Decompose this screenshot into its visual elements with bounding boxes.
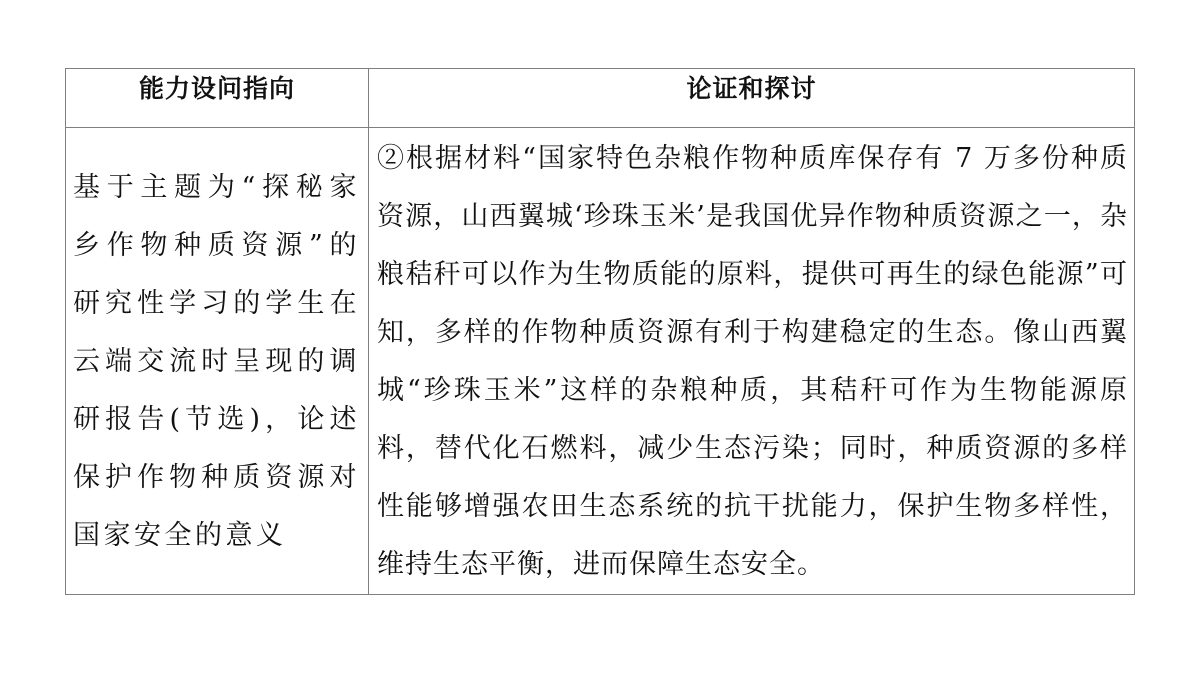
header-argument-discussion: 论证和探讨	[369, 69, 1135, 128]
answer-text: ②根据材料“国家特色杂粮作物种质库保存有 7 万多份种质资源，山西翼城‘珍珠玉米’是我国优异作物种质资源之一，杂粮秸秆可以作为生物质能的原料，提供可再生的绿色能源”可知，多样的作物种质资源有利于构建稳定的生态。像山西翼城“珍珠玉米”这样的杂粮种质，其秸秆可作为生物能源原料，替代化石燃料，减少生态污染；同时，种质资源的多样性能够增强农田生态系统的抗干扰能力，保护生物多样性，维持生态平衡，进而保障生态安全。	[377, 143, 1128, 580]
content-table	[65, 68, 1135, 595]
table-row	[66, 128, 1135, 595]
prompt-cell	[66, 128, 369, 595]
header-ability-prompt: 能力设问指向	[66, 69, 369, 128]
answer-cell	[369, 128, 1135, 595]
table-header-row	[66, 69, 1135, 128]
prompt-text: 基于主题为“探秘家乡作物种质资源”的研究性学习的学生在云端交流时呈现的调研报告(节选)，论述保护作物种质资源对国家安全的意义	[73, 172, 360, 551]
